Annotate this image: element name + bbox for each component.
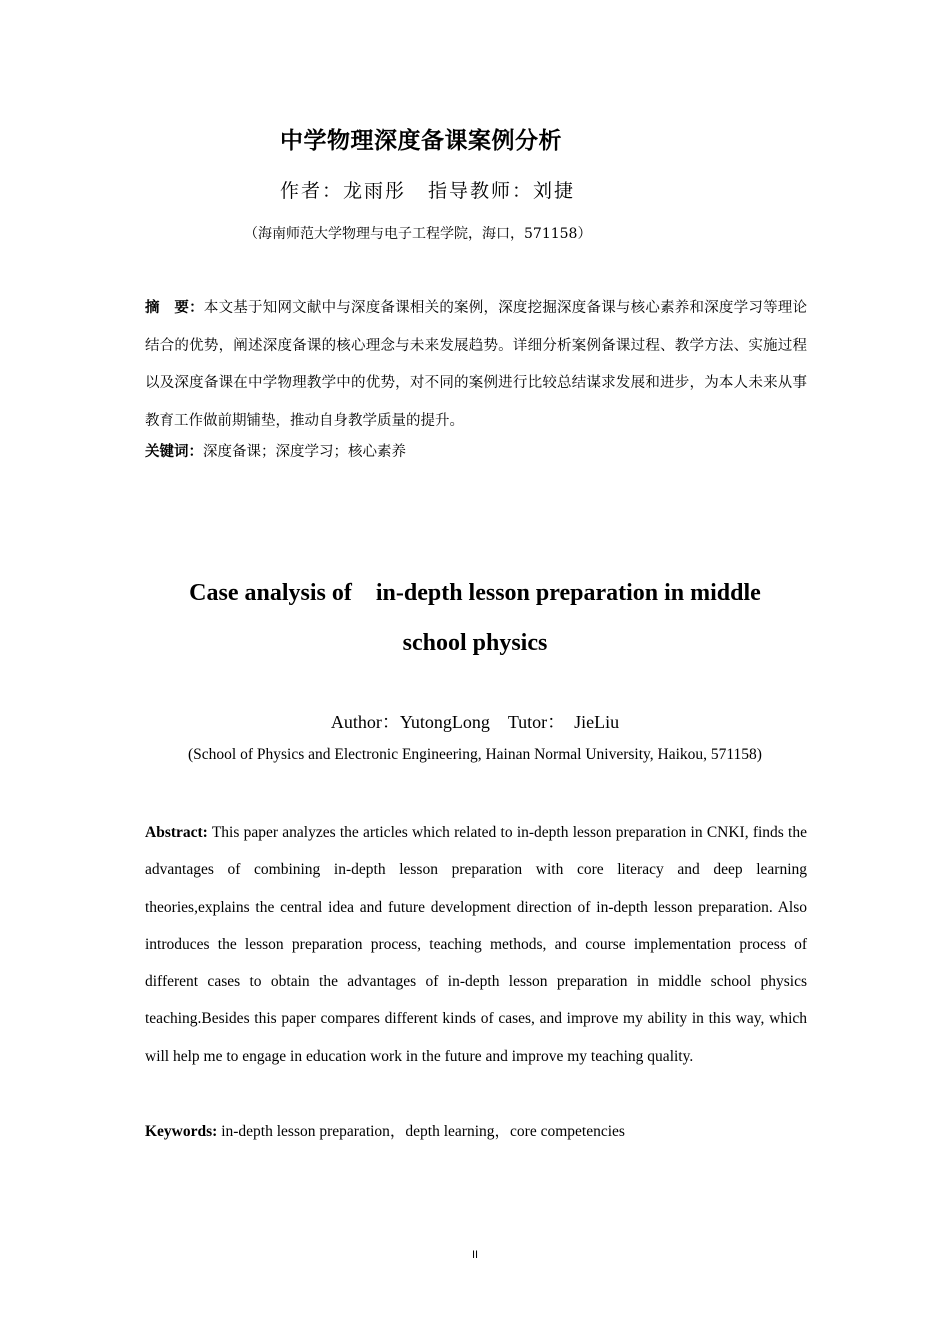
chinese-keywords-text: 深度备课；深度学习；核心素养 — [203, 444, 406, 460]
chinese-author: 作者：龙雨彤 — [280, 180, 407, 202]
english-keywords — [145, 1119, 625, 1141]
chinese-title: 中学物理深度备课案例分析 — [280, 128, 562, 154]
chinese-abstract — [145, 290, 807, 440]
english-abstract — [145, 814, 807, 1075]
english-abstract-label: Abstract: — [145, 824, 208, 841]
english-abstract-text: This paper analyzes the articles which related to in-depth lesson preparation in CNKI, finds the advantages of combining in-depth lesson preparation with core literacy and deep learning theories,explains the central idea and future development direction of in-depth lesson preparation. Also introduces the lesson preparation process, teaching methods, and course implementation process of different cases to obtain the advantages of in-depth lesson preparation in middle school physics teaching.Besides this paper compares different kinds of cases, and improve my ability in this way, which will help me to engage in education work in the future and improve my teaching quality. — [145, 824, 807, 1065]
english-keywords-text: in-depth lesson preparation，depth learning，core competencies — [221, 1123, 625, 1140]
chinese-author-line — [280, 176, 575, 203]
english-title-line-1: Case analysis of in-depth lesson preparation in middle — [189, 580, 761, 606]
chinese-keywords — [145, 440, 406, 461]
english-keywords-label: Keywords: — [145, 1123, 218, 1140]
chinese-abstract-label: 摘 要： — [145, 300, 204, 316]
english-title — [0, 568, 950, 668]
chinese-abstract-text: 本文基于知网文献中与深度备课相关的案例，深度挖掘深度备课与核心素养和深度学习等理论结合的优势，阐述深度备课的核心理念与未来发展趋势。详细分析案例备课过程、教学方法、实施过程以及深度备课在中学物理教学中的优势，对不同的案例进行比较总结谋求发展和进步，为本人未来从事教育工作做前期铺垫，推动自身教学质量的提升。 — [145, 300, 808, 429]
chinese-affiliation: （海南师范大学物理与电子工程学院，海口，571158） — [244, 226, 592, 242]
english-author-line: Author：YutongLong Tutor： JieLiu — [330, 712, 620, 732]
english-title-line-2: school physics — [402, 630, 548, 656]
chinese-keywords-label: 关键词： — [145, 444, 203, 460]
chinese-tutor: 指导教师：刘捷 — [428, 180, 576, 202]
page-number: II — [471, 1249, 479, 1261]
english-affiliation: (School of Physics and Electronic Engineering, Hainan Normal University, Haikou, 571158) — [188, 746, 762, 763]
